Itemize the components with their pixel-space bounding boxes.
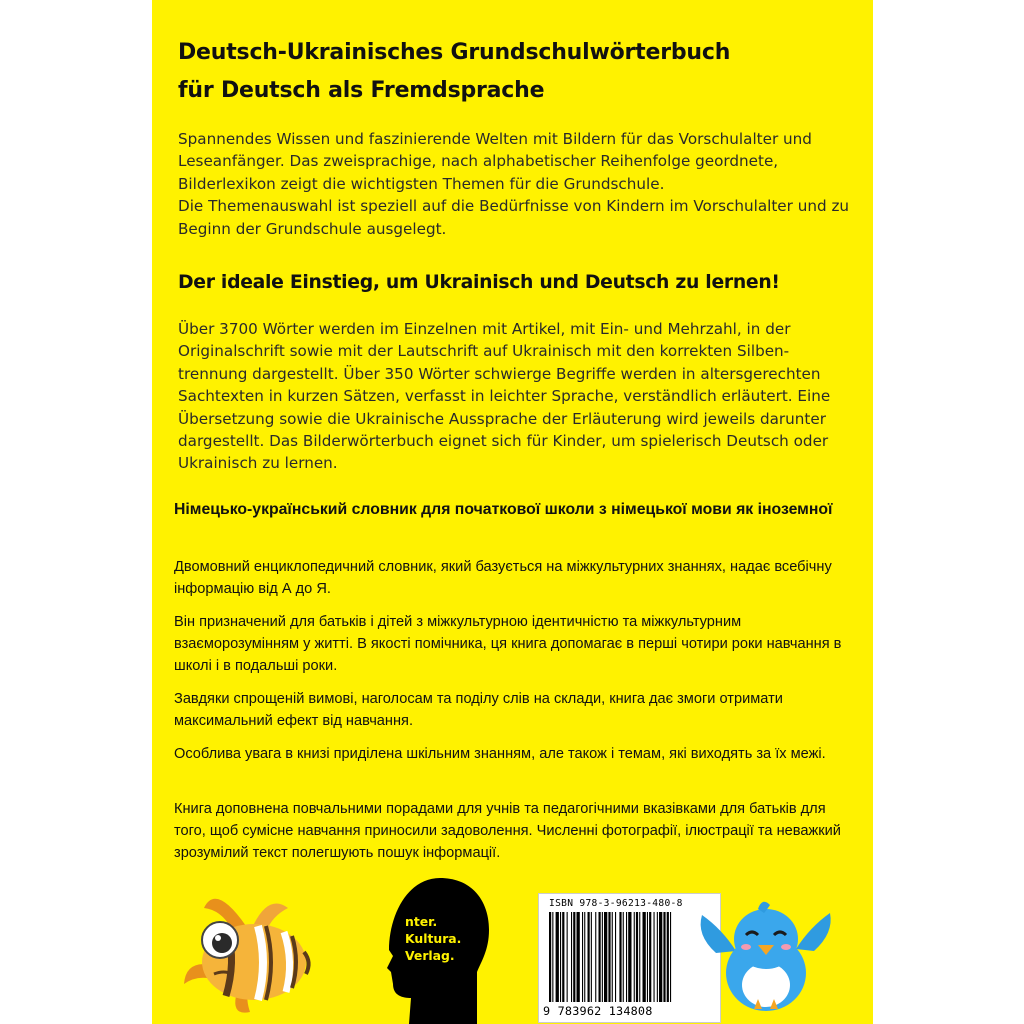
german-intro-text: Spannendes Wissen und faszinierende Welten mit Bildern für das Vorschulalter und Leseanfänger. Das zweisprachige, nach alphabetischer Reihenfolge geordnete, Bilderlexikon zeigt die wichtigsten Themen für die Grundschule.	[178, 130, 812, 193]
fish-illustration	[176, 888, 326, 1018]
publisher-logo-text	[405, 913, 465, 964]
barcode-bars	[549, 912, 712, 1004]
german-title-line-2: für Deutsch als Fremdsprache	[178, 78, 545, 103]
ukrainian-title: Німецько-український словник для початкової школи з німецької мови як іноземної	[174, 501, 833, 518]
bird-illustration	[696, 895, 836, 1015]
ukrainian-paragraph-2: Він призначений для батьків і дітей з міжкультурною ідентичністю та міжкультурним взаєморозумінням у житті. В якості помічника, ця книга допомагає в перші чотири роки навчання в школі і в подальші роки.	[174, 614, 842, 674]
book-back-cover	[152, 0, 873, 1024]
german-headline: Der ideale Einstieg, um Ukrainisch und Deutsch zu lernen!	[178, 272, 780, 293]
ukrainian-paragraph-3: Завдяки спрощеній вимові, наголосам та поділу слів на склади, книга дає змоги отримати максимальний ефект від навчання.	[174, 691, 783, 729]
german-title	[178, 34, 858, 110]
isbn-label: ISBN 978-3-96213-480-8	[549, 898, 683, 909]
isbn-barcode	[538, 893, 721, 1023]
german-body: Über 3700 Wörter werden im Einzelnen mit Artikel, mit Ein- und Mehrzahl, in der Originalschrift sowie mit der Lautschrift auf Ukrainisch mit den korrekten Silben-trennung dargestellt. Über 350 Wörter schwierge Begriffe werden in altersgerechten Sachtexten in kurzen Sätzen, verfasst in leichter Sprache, verständlich erläutert. Eine Übersetzung sowie die Ukrainische Aussprache der Erläuterung wird jeweils darunter dargestellt. Das Bilderwörterbuch eignet sich für Kinder, um spielerisch Deutsch oder Ukrainisch zu lernen.	[178, 320, 831, 473]
logo-line-3: Verlag.	[405, 948, 455, 963]
logo-line-2: Kultura.	[405, 931, 462, 946]
logo-line-1: nter.	[405, 914, 438, 929]
ukrainian-paragraph-4: Особлива увага в книзі приділена шкільним знанням, але також і темам, які виходять за їх межі.	[174, 746, 826, 762]
isbn-digits: 9 783962 134808	[543, 1004, 653, 1018]
ukrainian-paragraph-1: Двомовний енциклопедичний словник, який базується на міжкультурних знаннях, надає всебічну інформацію від А до Я.	[174, 559, 832, 597]
ukrainian-paragraph-5: Книга доповнена повчальними порадами для учнів та педагогічними вказівками для батьків для того, щоб сумісне навчання приносили задоволення. Численні фотографії, ілюстрації та неважкий зрозумілий текст полегшують пошук інформації.	[174, 801, 841, 861]
german-title-line-1: Deutsch-Ukrainisches Grundschulwörterbuch	[178, 40, 731, 65]
german-intro-text-2: Die Themenauswahl ist speziell auf die Bedürfnisse von Kindern im Vorschulalter und zu Beginn der Grundschule ausgelegt.	[178, 197, 850, 238]
german-intro	[178, 128, 858, 240]
